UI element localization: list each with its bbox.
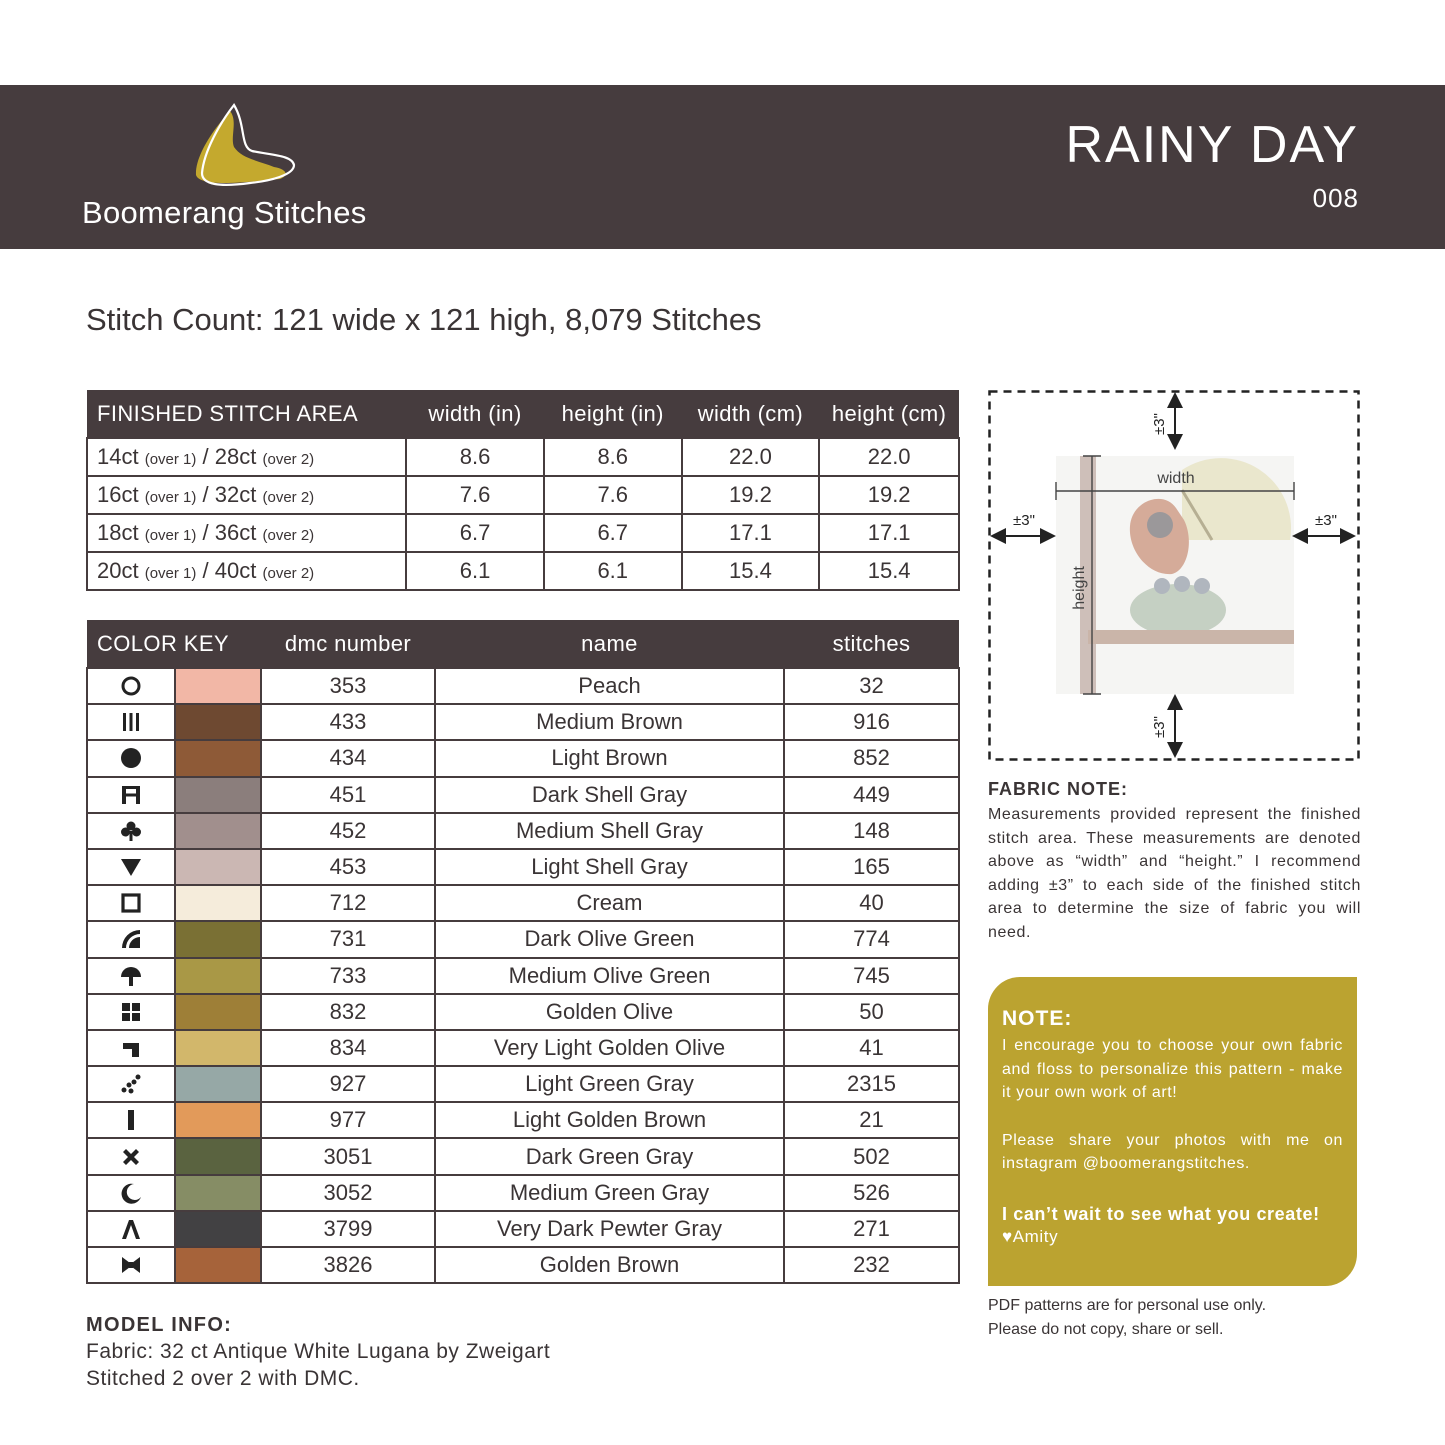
four-squares-icon — [120, 1001, 142, 1023]
count-1: 20ct — [97, 558, 139, 583]
width-cm-cell: 19.2 — [682, 476, 820, 514]
count-2: 32ct — [214, 482, 257, 507]
over-2: (over 2) — [262, 527, 315, 544]
table-header-row — [87, 390, 959, 438]
color-name-cell: Dark Olive Green — [435, 921, 784, 957]
stitches-cell: 745 — [784, 958, 959, 994]
disclaimer — [988, 1294, 1266, 1341]
over-2: (over 2) — [262, 451, 315, 468]
note-signature: ♥Amity — [1002, 1226, 1059, 1246]
color-name-cell: Very Dark Pewter Gray — [435, 1211, 784, 1247]
dmc-number-cell: 3052 — [261, 1175, 435, 1211]
table-row — [87, 1102, 959, 1138]
color-swatch — [175, 1066, 261, 1102]
quarter-arcs-icon — [120, 928, 142, 950]
table-row — [87, 921, 959, 957]
vertical-bar-icon — [120, 1109, 142, 1131]
fabric-count-cell — [87, 514, 406, 552]
stitches-cell: 916 — [784, 704, 959, 740]
note-closing: I can’t wait to see what you create! — [1002, 1203, 1320, 1224]
stitch-count-label: Stitch Count: — [86, 302, 264, 337]
stitches-cell: 449 — [784, 777, 959, 813]
column-header: width (in) — [406, 390, 544, 438]
left-margin-label: ±3" — [1013, 512, 1035, 529]
table-row — [87, 777, 959, 813]
note-paragraph: I encourage you to choose your own fabric and floss to personalize this pattern - make it your own work of art! — [1002, 1037, 1343, 1101]
crescent-icon — [120, 1182, 142, 1204]
dmc-number-cell: 733 — [261, 958, 435, 994]
color-name-cell: Medium Shell Gray — [435, 813, 784, 849]
color-key-table — [86, 620, 960, 1284]
height-in-cell: 6.7 — [544, 514, 682, 552]
filled-circle-icon — [120, 747, 142, 769]
table-row — [87, 476, 959, 514]
width-cm-cell: 22.0 — [682, 438, 820, 476]
dmc-number-cell: 353 — [261, 668, 435, 704]
color-name-cell: Golden Brown — [435, 1247, 784, 1283]
stitches-cell: 852 — [784, 740, 959, 776]
separator: / — [202, 482, 209, 507]
right-margin-label: ±3" — [1315, 512, 1337, 529]
color-swatch — [175, 1175, 261, 1211]
color-name-cell: Very Light Golden Olive — [435, 1030, 784, 1066]
color-name-cell: Light Golden Brown — [435, 1102, 784, 1138]
pattern-number: 008 — [1312, 183, 1359, 213]
note-title: NOTE: — [1002, 1007, 1073, 1030]
over-2: (over 2) — [262, 489, 315, 506]
mushroom-icon — [120, 965, 142, 987]
dmc-number-cell: 731 — [261, 921, 435, 957]
boomerang-logo-icon — [190, 103, 300, 193]
symbol-cell — [87, 1138, 175, 1174]
fabric-count-cell — [87, 552, 406, 590]
bottom-margin-label: ±3" — [1151, 716, 1168, 738]
color-name-cell: Peach — [435, 668, 784, 704]
symbol-cell — [87, 1175, 175, 1211]
color-swatch — [175, 704, 261, 740]
color-swatch — [175, 668, 261, 704]
stitches-cell: 232 — [784, 1247, 959, 1283]
fabric-count-cell — [87, 476, 406, 514]
table-row — [87, 1211, 959, 1247]
h-bar-icon — [120, 784, 142, 806]
triple-bars-icon — [120, 711, 142, 733]
fabric-note-text: Measurements provided represent the finished stitch area. These measurements are denoted above as “width” and “height.” I recommend adding ±3” to each side of the finished stitch area to determine the size of fabric you will need. — [988, 806, 1361, 941]
table-row — [87, 552, 959, 590]
column-header: width (cm) — [682, 390, 820, 438]
color-name-cell: Medium Olive Green — [435, 958, 784, 994]
dmc-number-cell: 712 — [261, 885, 435, 921]
width-in-cell: 8.6 — [406, 438, 544, 476]
dmc-number-cell: 3051 — [261, 1138, 435, 1174]
table-row — [87, 1066, 959, 1102]
stitch-count — [86, 302, 762, 338]
dots-diagonal-icon — [120, 1073, 142, 1095]
dmc-number-cell: 452 — [261, 813, 435, 849]
color-swatch — [175, 740, 261, 776]
dmc-number-cell: 434 — [261, 740, 435, 776]
table-row — [87, 740, 959, 776]
table-row — [87, 1247, 959, 1283]
separator: / — [202, 520, 209, 545]
model-info-title: MODEL INFO: — [86, 1314, 233, 1336]
cross-x-icon — [120, 1146, 142, 1168]
height-cm-cell: 19.2 — [819, 476, 959, 514]
stitches-cell: 271 — [784, 1211, 959, 1247]
height-cm-cell: 22.0 — [819, 438, 959, 476]
stitch-count-value: 121 wide x 121 high, 8,079 Stitches — [272, 302, 762, 337]
stitches-cell: 50 — [784, 994, 959, 1030]
over-1: (over 1) — [144, 565, 197, 582]
column-header: stitches — [784, 620, 959, 668]
top-margin-label: ±3" — [1151, 413, 1168, 435]
symbol-cell — [87, 813, 175, 849]
symbol-cell — [87, 1102, 175, 1138]
symbol-cell — [87, 958, 175, 994]
note-box — [988, 977, 1357, 1286]
bowtie-icon — [120, 1254, 142, 1276]
symbol-cell — [87, 704, 175, 740]
separator: / — [202, 444, 209, 469]
stitches-cell: 502 — [784, 1138, 959, 1174]
color-name-cell: Dark Shell Gray — [435, 777, 784, 813]
color-swatch — [175, 1247, 261, 1283]
color-swatch — [175, 885, 261, 921]
symbol-cell — [87, 1030, 175, 1066]
table-header-row — [87, 620, 959, 668]
color-swatch — [175, 1030, 261, 1066]
height-in-cell: 8.6 — [544, 438, 682, 476]
column-header: dmc number — [261, 620, 435, 668]
color-name-cell: Dark Green Gray — [435, 1138, 784, 1174]
table-row — [87, 994, 959, 1030]
model-info-line: Fabric: 32 ct Antique White Lugana by Zweigart — [86, 1340, 551, 1363]
column-header: height (cm) — [819, 390, 959, 438]
symbol-cell — [87, 668, 175, 704]
fabric-note-title: FABRIC NOTE: — [988, 779, 1128, 799]
dmc-number-cell: 453 — [261, 849, 435, 885]
width-label: width — [1157, 470, 1195, 487]
dmc-number-cell: 451 — [261, 777, 435, 813]
caret-up-icon — [120, 1218, 142, 1240]
height-cm-cell: 17.1 — [819, 514, 959, 552]
stitches-cell: 526 — [784, 1175, 959, 1211]
count-1: 16ct — [97, 482, 139, 507]
disclaimer-line: Please do not copy, share or sell. — [988, 1320, 1224, 1338]
stitches-cell: 148 — [784, 813, 959, 849]
dmc-number-cell: 3799 — [261, 1211, 435, 1247]
count-2: 40ct — [214, 558, 257, 583]
width-cm-cell: 17.1 — [682, 514, 820, 552]
table-row — [87, 1138, 959, 1174]
column-header: name — [435, 620, 784, 668]
symbol-cell — [87, 849, 175, 885]
model-info-line: Stitched 2 over 2 with DMC. — [86, 1367, 360, 1390]
club-icon — [120, 820, 142, 842]
height-in-cell: 6.1 — [544, 552, 682, 590]
symbol-cell — [87, 740, 175, 776]
height-cm-cell: 15.4 — [819, 552, 959, 590]
table-row — [87, 958, 959, 994]
stitches-cell: 32 — [784, 668, 959, 704]
square-outline-icon — [120, 892, 142, 914]
color-name-cell: Light Green Gray — [435, 1066, 784, 1102]
stitches-cell: 774 — [784, 921, 959, 957]
table-row — [87, 849, 959, 885]
corner-step-icon — [120, 1037, 142, 1059]
table-row — [87, 704, 959, 740]
dmc-number-cell: 834 — [261, 1030, 435, 1066]
color-name-cell: Golden Olive — [435, 994, 784, 1030]
finished-stitch-area-table — [86, 390, 960, 591]
dmc-number-cell: 433 — [261, 704, 435, 740]
pattern-title: RAINY DAY — [1065, 116, 1359, 174]
color-swatch — [175, 849, 261, 885]
color-name-cell: Light Shell Gray — [435, 849, 784, 885]
color-swatch — [175, 1138, 261, 1174]
stitches-cell: 41 — [784, 1030, 959, 1066]
color-name-cell: Light Brown — [435, 740, 784, 776]
stitches-cell: 165 — [784, 849, 959, 885]
separator: / — [202, 558, 209, 583]
count-1: 14ct — [97, 444, 139, 469]
stitches-cell: 2315 — [784, 1066, 959, 1102]
width-cm-cell: 15.4 — [682, 552, 820, 590]
count-2: 28ct — [214, 444, 257, 469]
color-swatch — [175, 994, 261, 1030]
stitches-cell: 21 — [784, 1102, 959, 1138]
fabric-count-cell — [87, 438, 406, 476]
over-1: (over 1) — [144, 527, 197, 544]
color-swatch — [175, 958, 261, 994]
width-in-cell: 6.1 — [406, 552, 544, 590]
column-header: FINISHED STITCH AREA — [87, 390, 406, 438]
count-2: 36ct — [214, 520, 257, 545]
dmc-number-cell: 3826 — [261, 1247, 435, 1283]
fabric-size-diagram — [988, 390, 1360, 761]
column-header: height (in) — [544, 390, 682, 438]
over-1: (over 1) — [144, 451, 197, 468]
symbol-cell — [87, 1211, 175, 1247]
brand-name: Boomerang Stitches — [82, 195, 367, 230]
width-in-cell: 7.6 — [406, 476, 544, 514]
symbol-cell — [87, 1247, 175, 1283]
disclaimer-line: PDF patterns are for personal use only. — [988, 1297, 1267, 1314]
column-header: COLOR KEY — [87, 620, 261, 668]
height-label: height — [1071, 566, 1088, 610]
dmc-number-cell: 977 — [261, 1102, 435, 1138]
table-row — [87, 1175, 959, 1211]
symbol-cell — [87, 1066, 175, 1102]
note-paragraph: Please share your photos with me on instagram @boomerangstitches. — [1002, 1131, 1343, 1172]
over-2: (over 2) — [262, 565, 315, 582]
table-row — [87, 668, 959, 704]
dmc-number-cell: 927 — [261, 1066, 435, 1102]
symbol-cell — [87, 777, 175, 813]
table-row — [87, 438, 959, 476]
table-row — [87, 813, 959, 849]
color-name-cell: Medium Brown — [435, 704, 784, 740]
color-swatch — [175, 813, 261, 849]
dmc-number-cell: 832 — [261, 994, 435, 1030]
color-swatch — [175, 777, 261, 813]
symbol-cell — [87, 994, 175, 1030]
down-triangle-icon — [120, 856, 142, 878]
color-swatch — [175, 1211, 261, 1247]
stitches-cell: 40 — [784, 885, 959, 921]
color-swatch — [175, 921, 261, 957]
color-name-cell: Medium Green Gray — [435, 1175, 784, 1211]
width-in-cell: 6.7 — [406, 514, 544, 552]
height-in-cell: 7.6 — [544, 476, 682, 514]
color-swatch — [175, 1102, 261, 1138]
table-row — [87, 885, 959, 921]
table-row — [87, 1030, 959, 1066]
symbol-cell — [87, 921, 175, 957]
header-banner — [0, 85, 1445, 249]
table-row — [87, 514, 959, 552]
count-1: 18ct — [97, 520, 139, 545]
circle-outline-icon — [120, 675, 142, 697]
color-name-cell: Cream — [435, 885, 784, 921]
over-1: (over 1) — [144, 489, 197, 506]
symbol-cell — [87, 885, 175, 921]
